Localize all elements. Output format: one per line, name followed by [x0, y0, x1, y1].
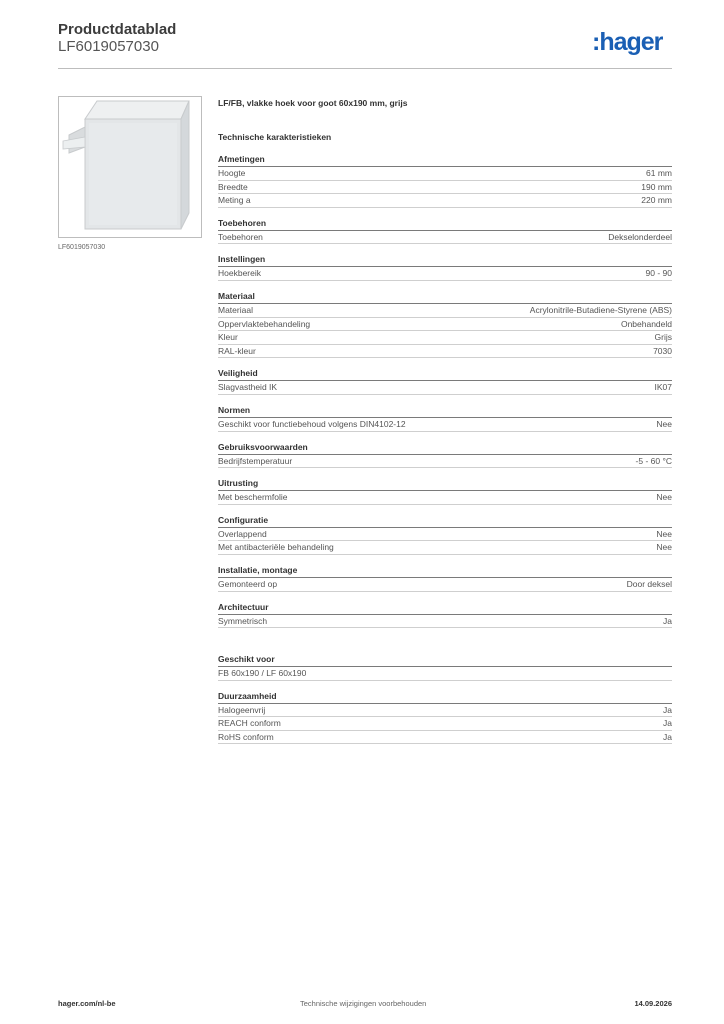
section-title: Toebehoren	[218, 218, 672, 231]
section-title: Geschikt voor	[218, 654, 672, 667]
spec-value: 61 mm	[646, 168, 672, 178]
spec-label: Meting a	[218, 195, 251, 206]
spec-value: Ja	[663, 615, 672, 626]
section-title: Uitrusting	[218, 478, 672, 491]
spec-section	[218, 515, 672, 555]
spec-row	[218, 541, 672, 555]
spec-section	[218, 602, 672, 629]
spec-label: Oppervlaktebehandeling	[218, 318, 311, 329]
spec-label: Symmetrisch	[218, 615, 268, 626]
spec-label: Breedte	[218, 181, 248, 192]
spec-label: RAL-kleur	[218, 345, 256, 356]
spec-section	[218, 154, 672, 208]
section-title: Configuratie	[218, 515, 672, 528]
spec-section	[218, 478, 672, 505]
section-title: Materiaal	[218, 291, 672, 304]
specification-content	[218, 96, 672, 744]
footer-disclaimer: Technische wijzigingen voorbehouden	[300, 999, 427, 1008]
spec-value: Ja	[663, 731, 672, 742]
spec-section	[218, 691, 672, 745]
technical-characteristics-title: Technische karakteristieken	[218, 132, 332, 142]
spec-section	[218, 218, 672, 245]
cable-duct-corner-illustration	[59, 97, 201, 237]
spec-row	[218, 267, 672, 281]
spec-row	[218, 345, 672, 359]
spec-section	[218, 254, 672, 281]
spec-row	[218, 381, 672, 395]
spec-row	[218, 418, 672, 432]
spec-section	[218, 654, 672, 681]
spec-value: IK07	[654, 382, 672, 393]
page-title: Productdatablad	[58, 21, 177, 38]
spec-value: 190 mm	[641, 181, 672, 192]
spec-label: FB 60x190 / LF 60x190	[218, 668, 307, 679]
section-title: Afmetingen	[218, 154, 672, 167]
spec-row	[218, 167, 672, 181]
product-description: LF/FB, vlakke hoek voor goot 60x190 mm, grijs	[218, 98, 408, 108]
sustainability-section	[218, 691, 672, 745]
spec-label: Met antibacteriële behandeling	[218, 542, 334, 553]
spec-row	[218, 455, 672, 469]
spec-label: Overlappend	[218, 528, 267, 539]
spec-row	[218, 491, 672, 505]
spec-row	[218, 528, 672, 542]
footer-website: hager.com/nl-be	[58, 999, 116, 1008]
spec-section	[218, 442, 672, 469]
footer-date: 14.09.2026	[634, 999, 672, 1008]
spec-row	[218, 667, 672, 681]
spec-label: REACH conform	[218, 718, 281, 729]
header-divider	[58, 68, 672, 69]
product-reference: LF6019057030	[58, 38, 159, 55]
spec-value: 7030	[653, 345, 672, 356]
spec-value: Ja	[663, 718, 672, 729]
spec-label: Bedrijfstemperatuur	[218, 455, 293, 466]
spec-label: Hoogte	[218, 168, 246, 178]
spec-label: Met beschermfolie	[218, 492, 288, 503]
spec-section	[218, 291, 672, 358]
spec-value: Acrylonitrile-Butadiene-Styrene (ABS)	[529, 304, 672, 315]
section-title: Duurzaamheid	[218, 691, 672, 704]
section-title: Normen	[218, 405, 672, 418]
image-caption: LF6019057030	[58, 244, 106, 251]
spec-sections	[218, 154, 672, 628]
spec-row	[218, 331, 672, 345]
spec-value: Ja	[663, 704, 672, 715]
spec-label: Gemonteerd op	[218, 578, 278, 589]
spec-label: Slagvastheid IK	[218, 382, 278, 393]
spec-row	[218, 731, 672, 745]
spec-value: 220 mm	[641, 195, 672, 206]
logo-text: :hager	[592, 28, 663, 56]
section-title: Veiligheid	[218, 368, 672, 381]
spec-row	[218, 615, 672, 629]
spec-value: -5 - 60 °C	[635, 455, 672, 466]
spec-value: Dekselonderdeel	[608, 231, 672, 242]
spec-value: 90 - 90	[645, 268, 672, 279]
spec-label: Geschikt voor functiebehoud volgens DIN4102-12	[218, 418, 406, 429]
spec-row	[218, 578, 672, 592]
spec-value: Nee	[656, 528, 672, 539]
spec-label: Kleur	[218, 332, 238, 343]
spec-value: Nee	[656, 492, 672, 503]
spec-label: RoHS conform	[218, 731, 274, 742]
spec-value: Nee	[656, 542, 672, 553]
spec-section	[218, 405, 672, 432]
section-title: Instellingen	[218, 254, 672, 267]
section-title: Architectuur	[218, 602, 672, 615]
spec-row	[218, 194, 672, 208]
spec-label: Toebehoren	[218, 231, 263, 242]
spec-value: Grijs	[654, 332, 672, 343]
spec-section	[218, 368, 672, 395]
spec-value: Onbehandeld	[620, 318, 672, 329]
product-image	[58, 96, 202, 238]
spec-row	[218, 717, 672, 731]
spec-row	[218, 318, 672, 332]
section-title: Installatie, montage	[218, 565, 672, 578]
spec-label: Halogeenvrij	[218, 704, 266, 715]
spec-row	[218, 304, 672, 318]
spec-row	[218, 231, 672, 245]
spec-section	[218, 565, 672, 592]
spec-row	[218, 704, 672, 718]
hager-logo	[590, 26, 676, 60]
suitable-for-section	[218, 654, 672, 681]
spec-row	[218, 181, 672, 195]
spec-label: Hoekbereik	[218, 268, 261, 279]
spec-value: Door deksel	[626, 578, 672, 589]
spec-label: Materiaal	[218, 304, 253, 315]
section-title: Gebruiksvoorwaarden	[218, 442, 672, 455]
spec-value: Nee	[656, 418, 672, 429]
